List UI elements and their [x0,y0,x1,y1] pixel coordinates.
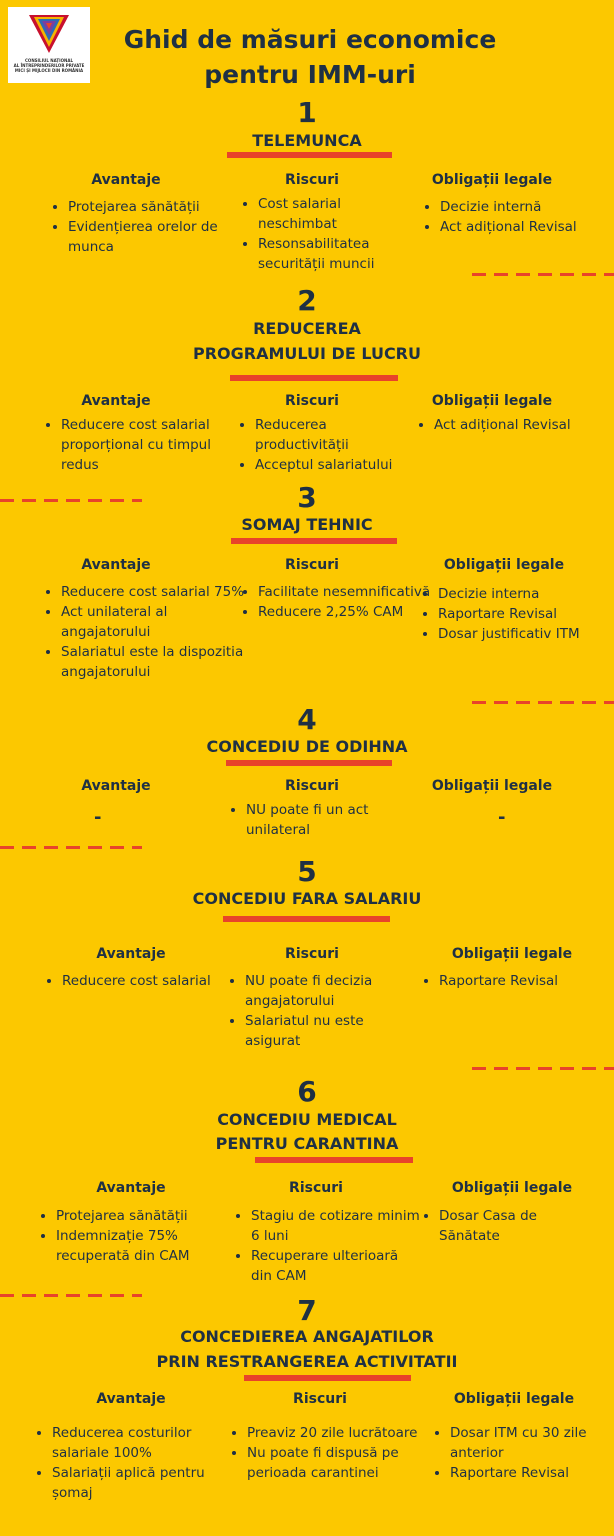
section-6-number: 6 [297,1075,317,1108]
list-item: • Reducere cost salarial [62,971,242,991]
section-5-title: CONCEDIU FARA SALARIU [192,889,422,908]
list-item: • Protejarea sănătății [68,197,228,217]
list-item: • Reducere cost salarial 75% [61,582,246,602]
section-6-title-line1: CONCEDIU MEDICAL [217,1110,397,1129]
section-2-number: 2 [297,284,317,317]
list-item: • Indemnizație 75% recuperată din CAM [56,1226,226,1266]
page-title: Ghid de măsuri economice pentru IMM-uri [123,25,497,89]
section-1-risks-heading: Riscuri [285,172,339,188]
section-3-risks-list [244,582,433,622]
section-2-advantages-list [47,415,226,475]
list-item: • Dosar justificativ ITM [438,624,614,644]
section-2-underline [230,375,398,381]
list-item: • Raportare Revisal [450,1463,614,1483]
section-4-obligations-heading: Obligații legale [431,778,553,794]
list-item: • Protejarea sănătății [56,1206,226,1226]
list-item: • Resonsabilitatea securității muncii [258,234,408,274]
section-1-advantages-heading: Avantaje [91,172,161,188]
list-item: • Reducere cost salarial proporțional cu timpul redus [61,415,226,475]
section-6-title-line2: PENTRU CARANTINA [215,1134,399,1153]
list-item: • Reducerea productivității [255,415,415,455]
section-7-obligations-heading: Obligații legale [453,1391,575,1407]
list-item: • Reducere 2,25% CAM [258,602,433,622]
list-item: • NU poate fi un act unilateral [246,800,411,840]
section-5-obligations-heading: Obligații legale [451,946,573,962]
dashed-divider [472,701,614,704]
section-4-number: 4 [297,703,317,736]
section-4-title: CONCEDIU DE ODIHNA [206,737,408,756]
list-item: • Facilitate nesemnificativă [258,582,433,602]
section-4-risks-list [232,800,411,840]
section-7-title-line2: PRIN RESTRANGEREA ACTIVITATII [156,1352,458,1371]
section-7-number: 7 [297,1294,317,1327]
section-2-title-line2: PROGRAMULUI DE LUCRU [193,344,421,363]
section-3-obligations-heading: Obligații legale [443,557,565,573]
section-5-obligations-list [425,971,614,991]
section-6-obligations-list [425,1206,599,1246]
section-4-advantages-heading: Avantaje [81,778,151,794]
section-6-advantages-heading: Avantaje [96,1180,166,1196]
section-5-risks-list [231,971,410,1051]
logo-text: CONSILIUL NAȚIONAL AL ÎNTREPRINDERILOR PRIVATE MICI ȘI MIJLOCII DIN ROMÂNIA [13,58,85,73]
list-item: • Evidențierea orelor de munca [68,217,228,257]
section-3-risks-heading: Riscuri [285,557,339,573]
section-5-number: 5 [297,855,317,888]
list-item: • Salariatul este la dispozitia angajatorului [61,642,246,682]
list-item: • Recuperare ulterioară din CAM [251,1246,421,1286]
section-3-obligations-list [424,584,614,644]
logo [8,7,90,83]
section-6-risks-list [237,1206,421,1286]
list-item: • Raportare Revisal [439,971,614,991]
section-3-underline [231,538,397,544]
section-5-advantages-heading: Avantaje [96,946,166,962]
section-4-risks-heading: Riscuri [285,778,339,794]
section-7-underline [244,1375,411,1381]
list-item: • Act adițional Revisal [434,415,614,435]
section-3-advantages-heading: Avantaje [81,557,151,573]
section-7-title-line1: CONCEDIEREA ANGAJATILOR [180,1327,434,1346]
section-1-obligations-heading: Obligații legale [431,172,553,188]
section-3-title: SOMAJ TEHNIC [241,515,373,534]
list-item: • Cost salarial neschimbat [258,194,408,234]
section-2-risks-list [241,415,415,475]
list-item: • Nu poate fi dispusă pe perioada carantinei [247,1443,437,1483]
list-item: • Acceptul salariatului [255,455,415,475]
section-6-risks-heading: Riscuri [289,1180,343,1196]
logo-emblem-icon [27,11,71,55]
list-item: • Dosar Casa de Sănătate [439,1206,599,1246]
list-item: • Stagiu de cotizare minim 6 luni [251,1206,421,1246]
section-6-obligations-heading: Obligații legale [451,1180,573,1196]
section-2-obligations-heading: Obligații legale [431,393,553,409]
dashed-divider [0,846,142,849]
section-2-advantages-heading: Avantaje [81,393,151,409]
section-5-underline [223,916,390,922]
section-1-number: 1 [297,96,317,129]
section-2-title-line1: REDUCEREA [253,319,361,338]
list-item: • Decizie interna [438,584,614,604]
section-3-advantages-list [47,582,246,682]
section-4-advantages-none: - [94,807,102,828]
section-1-risks-list [244,194,408,274]
section-4-underline [226,760,392,766]
section-7-advantages-heading: Avantaje [96,1391,166,1407]
list-item: • Dosar ITM cu 30 zile anterior [450,1423,614,1463]
list-item: • Salariatul nu este asigurat [245,1011,410,1051]
section-7-risks-list [233,1423,437,1483]
section-7-obligations-list [436,1423,614,1483]
section-2-obligations-list [420,415,614,435]
list-item: • Act unilateral al angajatorului [61,602,246,642]
section-3-number: 3 [297,481,317,514]
list-item: • Act adițional Revisal [440,217,614,237]
section-2-risks-heading: Riscuri [285,393,339,409]
section-1-advantages-list [54,197,228,257]
section-6-underline [255,1157,413,1163]
section-7-risks-heading: Riscuri [293,1391,347,1407]
list-item: • Reducerea costurilor salariale 100% [52,1423,237,1463]
dashed-divider [472,1067,614,1070]
section-4-obligations-none: - [498,807,506,828]
list-item: • Decizie internă [440,197,614,217]
section-5-risks-heading: Riscuri [285,946,339,962]
list-item: • NU poate fi decizia angajatorului [245,971,410,1011]
section-1-underline [227,152,392,158]
section-1-title: TELEMUNCA [252,131,362,150]
dashed-divider [472,273,614,276]
list-item: • Salariații aplică pentru șomaj [52,1463,237,1503]
section-1-obligations-list [426,197,614,237]
list-item: • Preaviz 20 zile lucrătoare [247,1423,437,1443]
section-7-advantages-list [38,1423,237,1503]
section-6-advantages-list [42,1206,226,1266]
section-5-advantages-list [48,971,242,991]
list-item: • Raportare Revisal [438,604,614,624]
